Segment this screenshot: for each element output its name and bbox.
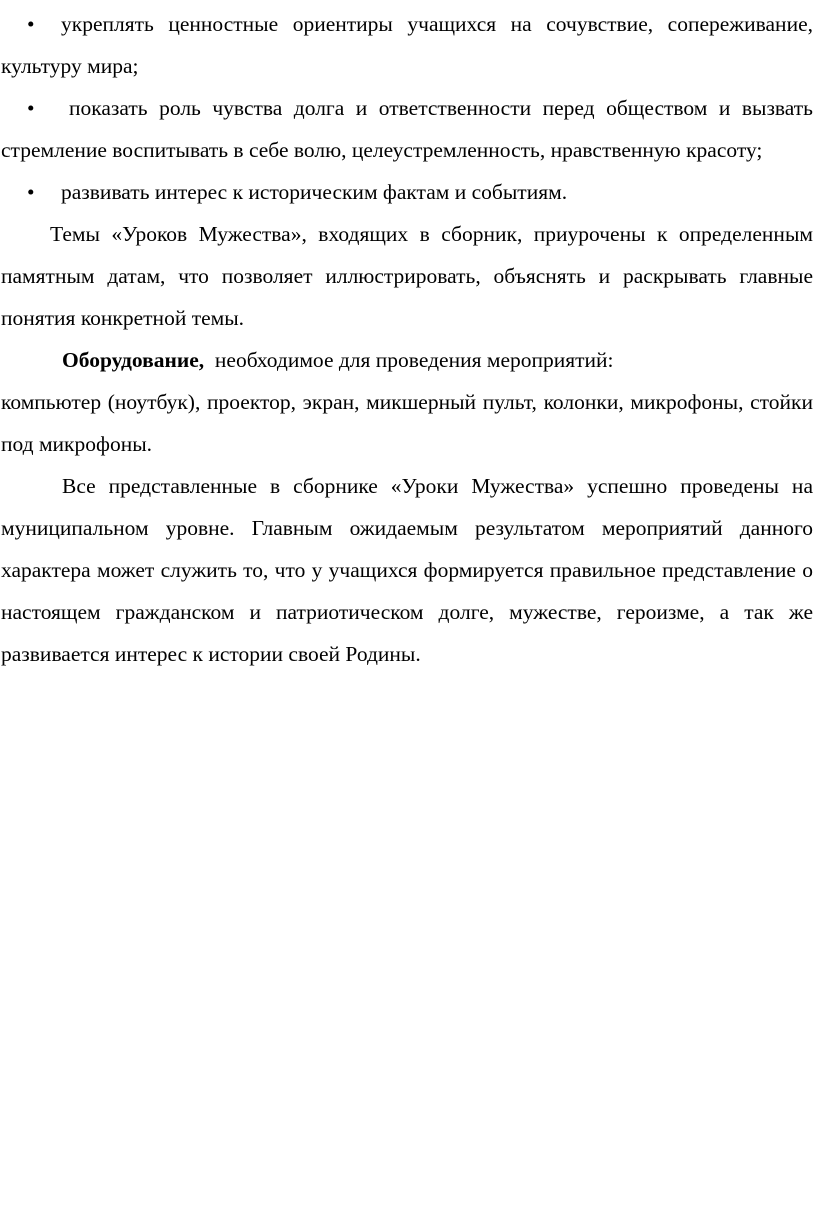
results-text-part2: Главным ожидаемым результатом мероприятий данного характера может служить то, что у учащихся формируется правильное представление о настоящем гражданском и патриотическом долге, мужестве, героизме, а так же развивается интерес к истории своей Родины. xyxy=(1,516,813,666)
bullet-text: развивать интерес к историческим фактам и событиям. xyxy=(61,180,568,204)
results-text-part1: Все представленные в сборнике «Уроки Мужества» успешно проведены на муниципальном уровне. xyxy=(1,474,813,540)
bullet-item xyxy=(1,3,813,87)
themes-paragraph: Темы «Уроков Мужества», входящих в сборник, приурочены к определенным памятным датам, что позволяет иллюстрировать, объяснять и раскрывать главные понятия конкретной темы. xyxy=(1,222,813,330)
bullet-item xyxy=(1,171,813,213)
equipment-list: компьютер (ноутбук), проектор, экран, микшерный пульт, колонки, микрофоны, стойки под микрофоны. xyxy=(1,390,813,456)
bullet-text: показать роль чувства долга и ответственности перед обществом и вызвать стремление воспитывать в себе волю, целеустремленность, нравственную красоту; xyxy=(1,96,813,162)
bullet-item xyxy=(1,87,813,171)
document-body xyxy=(1,3,813,675)
results-paragraph xyxy=(1,465,813,675)
bullet-marker: • xyxy=(27,12,35,36)
equipment-intro: необходимое для проведения мероприятий: xyxy=(214,348,614,372)
bullet-marker: • xyxy=(27,180,35,204)
bullet-text: укреплять ценностные ориентиры учащихся на сочувствие, сопереживание, культуру мира; xyxy=(1,12,813,78)
equipment-label: Оборудование, xyxy=(62,348,205,372)
equipment-paragraph xyxy=(1,339,813,381)
bullet-marker: • xyxy=(27,96,35,120)
